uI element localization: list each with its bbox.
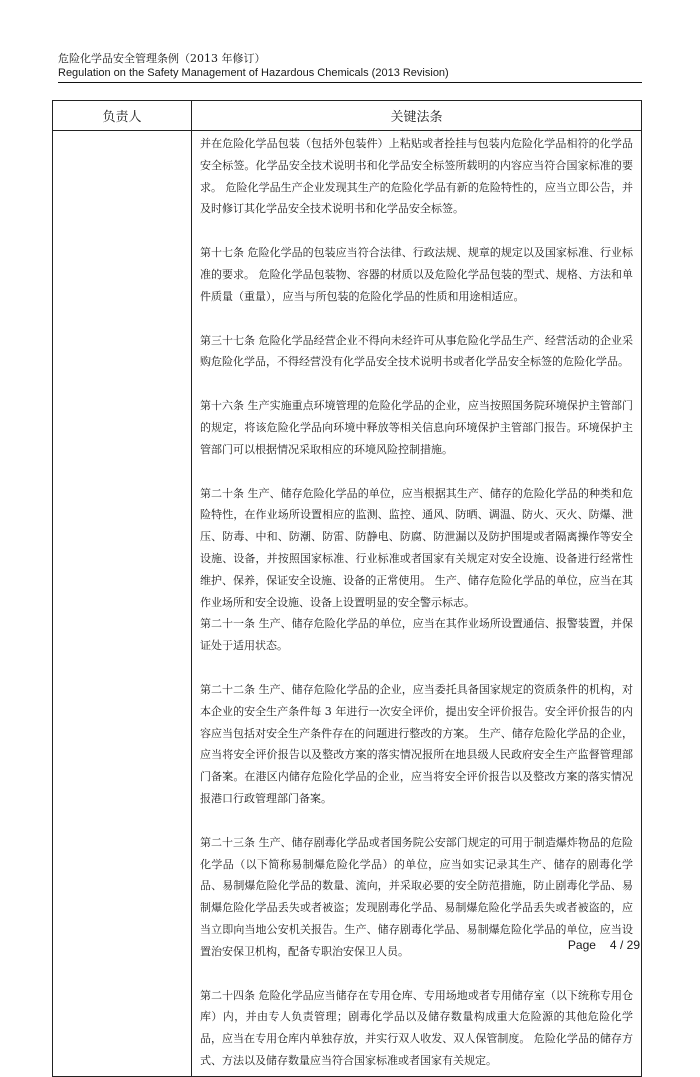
article-paragraph: 第二十二条 生产、储存危险化学品的企业，应当委托具备国家规定的资质条件的机构，对本企业的安全生产条件每 3 年进行一次安全评价，提出安全评价报告。安全评价报告的内容应当包括对安全生产条件存在的问题进行整改的方案。 生产、储存危险化学品的企业，应当将安全评价报告以及整改方案的落实情况报所在地县级人民政府安全生产监督管理部门备案。在港区内储存危险化学品的企业，应当将安全评价报告以及整改方案的落实情况报港口行政管理部门备案。 <box>200 682 633 805</box>
page-separator: / <box>619 938 624 952</box>
header-title-english: Regulation on the Safety Management of Hazardous Chemicals (2013 Revision) <box>58 67 449 79</box>
article-paragraph: 第二十四条 危险化学品应当储存在专用仓库、专用场地或者专用储存室（以下统称专用仓库）内，并由专人负责管理；剧毒化学品以及储存数量构成重大危险源的其他危险化学品，应当在专用仓库内单独存放，并实行双人收发、双人保管制度。 危险化学品的储存方式、方法以及储存数量应当符合国家标准或者国家有关规定。 <box>200 988 633 1067</box>
regulation-table <box>52 100 642 1077</box>
articles-cell <box>192 131 642 1077</box>
article-paragraph: 第三十七条 危险化学品经营企业不得向未经许可从事危险化学品生产、经营活动的企业采购危险化学品，不得经营没有化学品安全技术说明书或者化学品安全标签的危险化学品。 <box>200 333 633 369</box>
article-paragraph: 第十七条 危险化学品的包装应当符合法律、行政法规、规章的规定以及国家标准、行业标准的要求。 危险化学品包装物、容器的材质以及危险化学品包装的型式、规格、方法和单件质量（重量），应当与所包装的危险化学品的性质和用途相适应。 <box>200 246 633 303</box>
article-paragraph: 第十六条 生产实施重点环境管理的危险化学品的企业，应当按照国务院环境保护主管部门的规定，将该危险化学品向环境中释放等相关信息向环境保护主管部门报告。环境保护主管部门可以根据情况采取相应的环境风险控制措施。 <box>200 399 633 456</box>
article-paragraph: 第二十条 生产、储存危险化学品的单位，应当根据其生产、储存的危险化学品的种类和危险特性，在作业场所设置相应的监测、监控、通风、防晒、调温、防火、灭火、防爆、泄压、防毒、中和、防潮、防雷、防静电、防腐、防泄漏以及防护围堤或者隔离操作等安全设施、设备，并按照国家标准、行业标准或者国家有关规定对安全设施、设备进行经常性维护、保养，保证安全设施、设备的正常使用。 生产、储存危险化学品的单位，应当在其作业场所和安全设施、设备上设置明显的安全警示标志。 <box>200 486 633 609</box>
page-total: 29 <box>626 938 640 952</box>
header-title-chinese: 危险化学品安全管理条例（2013 年修订） <box>58 52 266 65</box>
article-paragraph: 第二十三条 生产、储存剧毒化学品或者国务院公安部门规定的可用于制造爆炸物品的危险化学品（以下简称易制爆危险化学品）的单位，应当如实记录其生产、储存的剧毒化学品、易制爆危险化学品的数量、流向，并采取必要的安全防范措施，防止剧毒化学品、易制爆危险化学品丢失或者被盗；发现剧毒化学品、易制爆危险化学品丢失或者被盗的，应当立即向当地公安机关报告。生产、储存剧毒化学品、易制爆危险化学品的单位，应当设置治安保卫机构，配备专职治安保卫人员。 <box>200 835 633 958</box>
table-header-row <box>53 101 642 131</box>
page-header <box>58 52 642 80</box>
column-header-key-articles: 关键法条 <box>192 101 642 131</box>
responsible-cell <box>53 131 192 1077</box>
header-divider <box>58 82 642 83</box>
table-row <box>53 131 642 1077</box>
article-paragraph: 第二十一条 生产、储存危险化学品的单位，应当在其作业场所设置通信、报警装置，并保证处于适用状态。 <box>200 617 633 653</box>
column-header-responsible: 负责人 <box>53 101 192 131</box>
page-footer <box>568 938 640 952</box>
page-label: Page <box>567 938 596 952</box>
page-number: 4 <box>609 938 617 952</box>
article-paragraph: 并在危险化学品包装（包括外包装件）上粘贴或者拴挂与包装内危险化学品相符的化学品安全标签。化学品安全技术说明书和化学品安全标签所载明的内容应当符合国家标准的要求。 危险化学品生产企业发现其生产的危险化学品有新的危险特性的，应当立即公告，并及时修订其化学品安全技术说明书和化学品安全标签。 <box>200 137 633 216</box>
